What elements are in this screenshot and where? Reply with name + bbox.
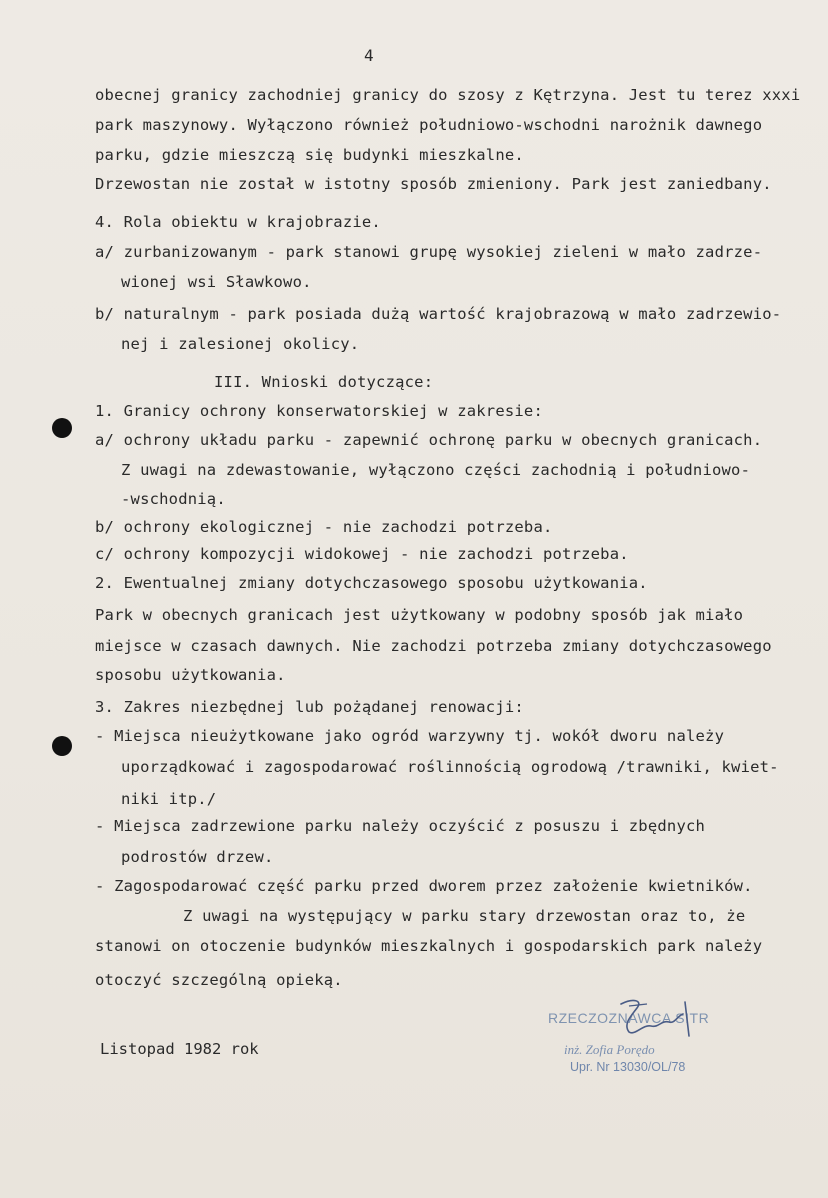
text-line: Drzewostan nie został w istotny sposób zmieniony. Park jest zaniedbany. [95, 175, 772, 193]
page-number: 4 [364, 46, 374, 65]
text-line: obecnej granicy zachodniej granicy do szosy z Kętrzyna. Jest tu terez xxxi [95, 86, 801, 104]
text-line: uporządkować i zagospodarować roślinnością ogrodową /trawniki, kwiet- [121, 758, 779, 776]
text-line: podrostów drzew. [121, 848, 274, 866]
text-line: 2. Ewentualnej zmiany dotychczasowego sposobu użytkowania. [95, 574, 648, 592]
text-line: 1. Granicy ochrony konserwatorskiej w zakresie: [95, 402, 543, 420]
text-line: miejsce w czasach dawnych. Nie zachodzi potrzeba zmiany dotychczasowego [95, 637, 772, 655]
text-line: otoczyć szczególną opieką. [95, 971, 343, 989]
stamp-name: inż. Zofia Porędo [564, 1042, 655, 1057]
stamp-title: RZECZOZNAWCA SITR [548, 1010, 710, 1026]
text-line: Park w obecnych granicach jest użytkowany w podobny sposób jak miało [95, 606, 744, 624]
text-line: a/ zurbanizowanym - park stanowi grupę wysokiej zieleni w mało zadrze- [95, 243, 763, 261]
text-line: wionej wsi Sławkowo. [121, 273, 312, 291]
text-line: Z uwagi na zdewastowanie, wyłączono części zachodnią i południowo- [121, 461, 751, 479]
section-heading: 4. Rola obiektu w krajobrazie. [95, 213, 381, 231]
stamp-license: Upr. Nr 13030/OL/78 [570, 1060, 686, 1074]
document-date: Listopad 1982 rok [100, 1040, 259, 1058]
official-stamp [548, 1006, 748, 1076]
text-line: - Zagospodarować część parku przed dworem przez założenie kwietników. [95, 877, 753, 895]
text-line: c/ ochrony kompozycji widokowej - nie zachodzi potrzeba. [95, 545, 629, 563]
text-line: park maszynowy. Wyłączono również południowo-wschodni narożnik dawnego [95, 116, 763, 134]
text-line: Z uwagi na występujący w parku stary drzewostan oraz to, że [183, 907, 746, 925]
text-line: -wschodnią. [121, 490, 226, 508]
punch-hole [52, 418, 72, 438]
text-line: - Miejsca nieużytkowane jako ogród warzywny tj. wokół dworu należy [95, 727, 725, 745]
text-line: - Miejsca zadrzewione parku należy oczyścić z posuszu i zbędnych [95, 817, 706, 835]
text-line: b/ naturalnym - park posiada dużą wartość krajobrazową w mało zadrzewio- [95, 305, 782, 323]
handwritten-signature [603, 994, 703, 1044]
text-line: b/ ochrony ekologicznej - nie zachodzi potrzeba. [95, 518, 553, 536]
text-line: sposobu użytkowania. [95, 666, 286, 684]
section-heading: III. Wnioski dotyczące: [214, 373, 434, 391]
punch-hole [52, 736, 72, 756]
text-line: a/ ochrony układu parku - zapewnić ochronę parku w obecnych granicach. [95, 431, 763, 449]
text-line: nej i zalesionej okolicy. [121, 335, 360, 353]
text-line: 3. Zakres niezbędnej lub pożądanej renowacji: [95, 698, 524, 716]
text-line: stanowi on otoczenie budynków mieszkalnych i gospodarskich park należy [95, 937, 763, 955]
text-line: parku, gdzie mieszczą się budynki mieszkalne. [95, 146, 524, 164]
text-line: niki itp./ [121, 790, 217, 808]
